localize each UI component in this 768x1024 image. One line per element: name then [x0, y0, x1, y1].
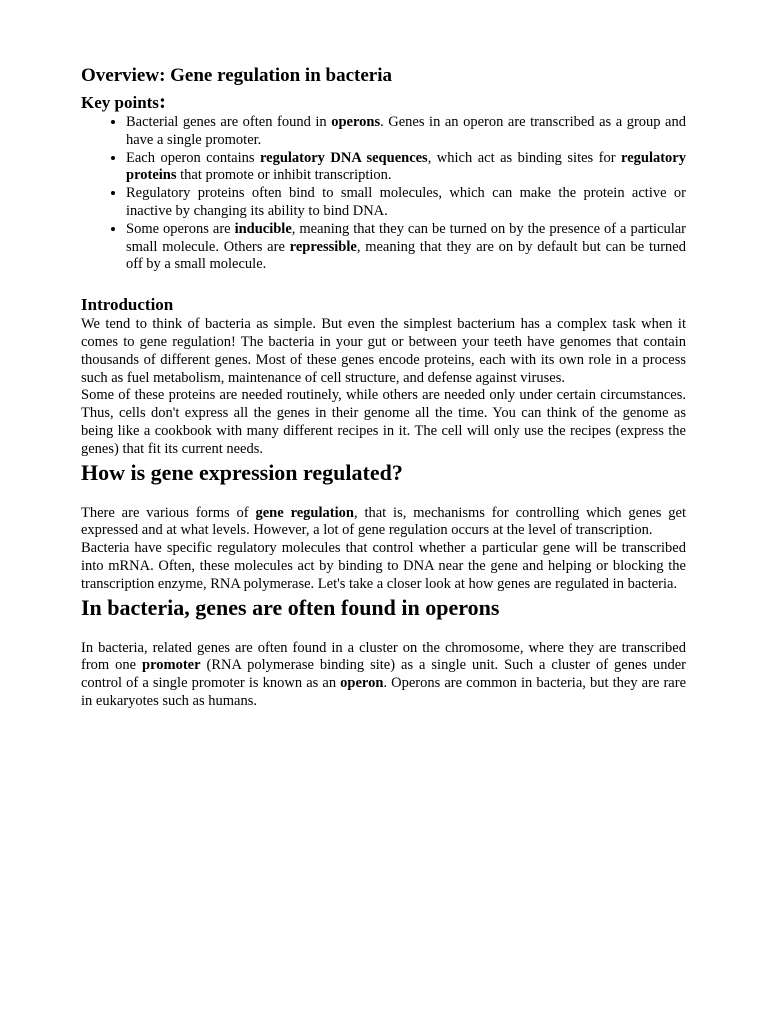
key-point-bold: operons	[331, 114, 381, 130]
key-point-item	[126, 150, 686, 186]
key-point-text: Some operons are	[126, 220, 235, 237]
key-point-bold: regulatory DNA sequences	[259, 149, 428, 166]
key-points-heading-text: Key points	[81, 93, 159, 112]
key-point-bold: repressible	[289, 238, 357, 255]
introduction-paragraph-2: Some of these proteins are needed routinely, while others are needed only under certain circumstances. Thus, cells don't express all the genes in their genome all the time. You can think of the genome as being like a cookbook with many different recipes in it. The cell will only use the recipes (express the genes) that fit its current needs.	[81, 387, 686, 457]
paragraph-bold: gene regulation	[255, 504, 354, 521]
regulation-paragraph-2: Bacteria have specific regulatory molecules that control whether a particular gene will be transcribed into mRNA. Often, these molecules act by binding to DNA near the gene and helping or blocking the transcription enzyme, RNA polymerase. Let's take a closer look at how genes are regulated in bacteria.	[81, 540, 686, 592]
section-heading-regulation: How is gene expression regulated?	[81, 459, 403, 485]
key-point-text: , which act as binding sites for	[427, 149, 622, 166]
operons-paragraph-1	[81, 640, 686, 711]
key-point-bold: inducible	[234, 220, 292, 237]
spacer	[81, 622, 686, 640]
paragraph-text: , that is, mechanisms for controlling which genes get expressed and at what levels. However, a lot of gene regulation occurs at the level of transcription.	[81, 504, 686, 539]
key-point-text: , meaning that they are on by default but can be turned off by a small molecule.	[126, 238, 686, 273]
introduction-paragraph-1: We tend to think of bacteria as simple. But even the simplest bacterium has a complex task when it comes to gene regulation! The bacteria in your gut or between your teeth have genomes that contain thousands of different genes. Most of these genes encode proteins, each with its own role in a process such as fuel metabolism, maintenance of cell structure, and defense against viruses.	[81, 316, 686, 386]
key-point-item	[126, 185, 686, 221]
key-point-item	[126, 221, 686, 274]
document-content	[81, 64, 686, 711]
key-point-text: that promote or inhibit transcription.	[176, 167, 392, 184]
key-point-bold: regulatory proteins	[126, 149, 686, 184]
paragraph-bold: promoter	[142, 657, 201, 674]
key-point-text: , meaning that they can be turned on by the presence of a particular small molecule. Others are	[126, 220, 687, 255]
section-heading-operons: In bacteria, genes are often found in operons	[81, 594, 500, 620]
key-point-text: Each operon contains	[126, 149, 260, 166]
page-title: Overview: Gene regulation in bacteria	[81, 65, 392, 86]
key-points-list	[81, 114, 686, 274]
paragraph-text: There are various forms of	[81, 504, 256, 521]
key-points-heading	[81, 90, 686, 114]
paragraph-text: (RNA polymerase binding site) as a single unit. Such a cluster of genes under control of a single promoter is known as an	[81, 657, 687, 692]
key-points-colon: :	[158, 89, 166, 113]
key-point-item	[126, 114, 686, 150]
key-point-text: Bacterial genes are often found in	[126, 114, 332, 130]
spacer	[81, 487, 686, 505]
paragraph-bold: operon	[340, 675, 384, 692]
regulation-paragraph-1	[81, 505, 686, 541]
introduction-heading: Introduction	[81, 295, 174, 315]
paragraph-text: . Operons are common in bacteria, but they are rare in eukaryotes such as humans.	[81, 675, 687, 709]
paragraph-text: In bacteria, related genes are often found in a cluster on the chromosome, where they are transcribed from one	[81, 639, 686, 674]
key-point-text: Regulatory proteins often bind to small molecules, which can make the protein active or inactive by changing its ability to bind DNA.	[126, 185, 686, 219]
key-point-text: . Genes in an operon are transcribed as a group and have a single promoter.	[126, 114, 686, 148]
